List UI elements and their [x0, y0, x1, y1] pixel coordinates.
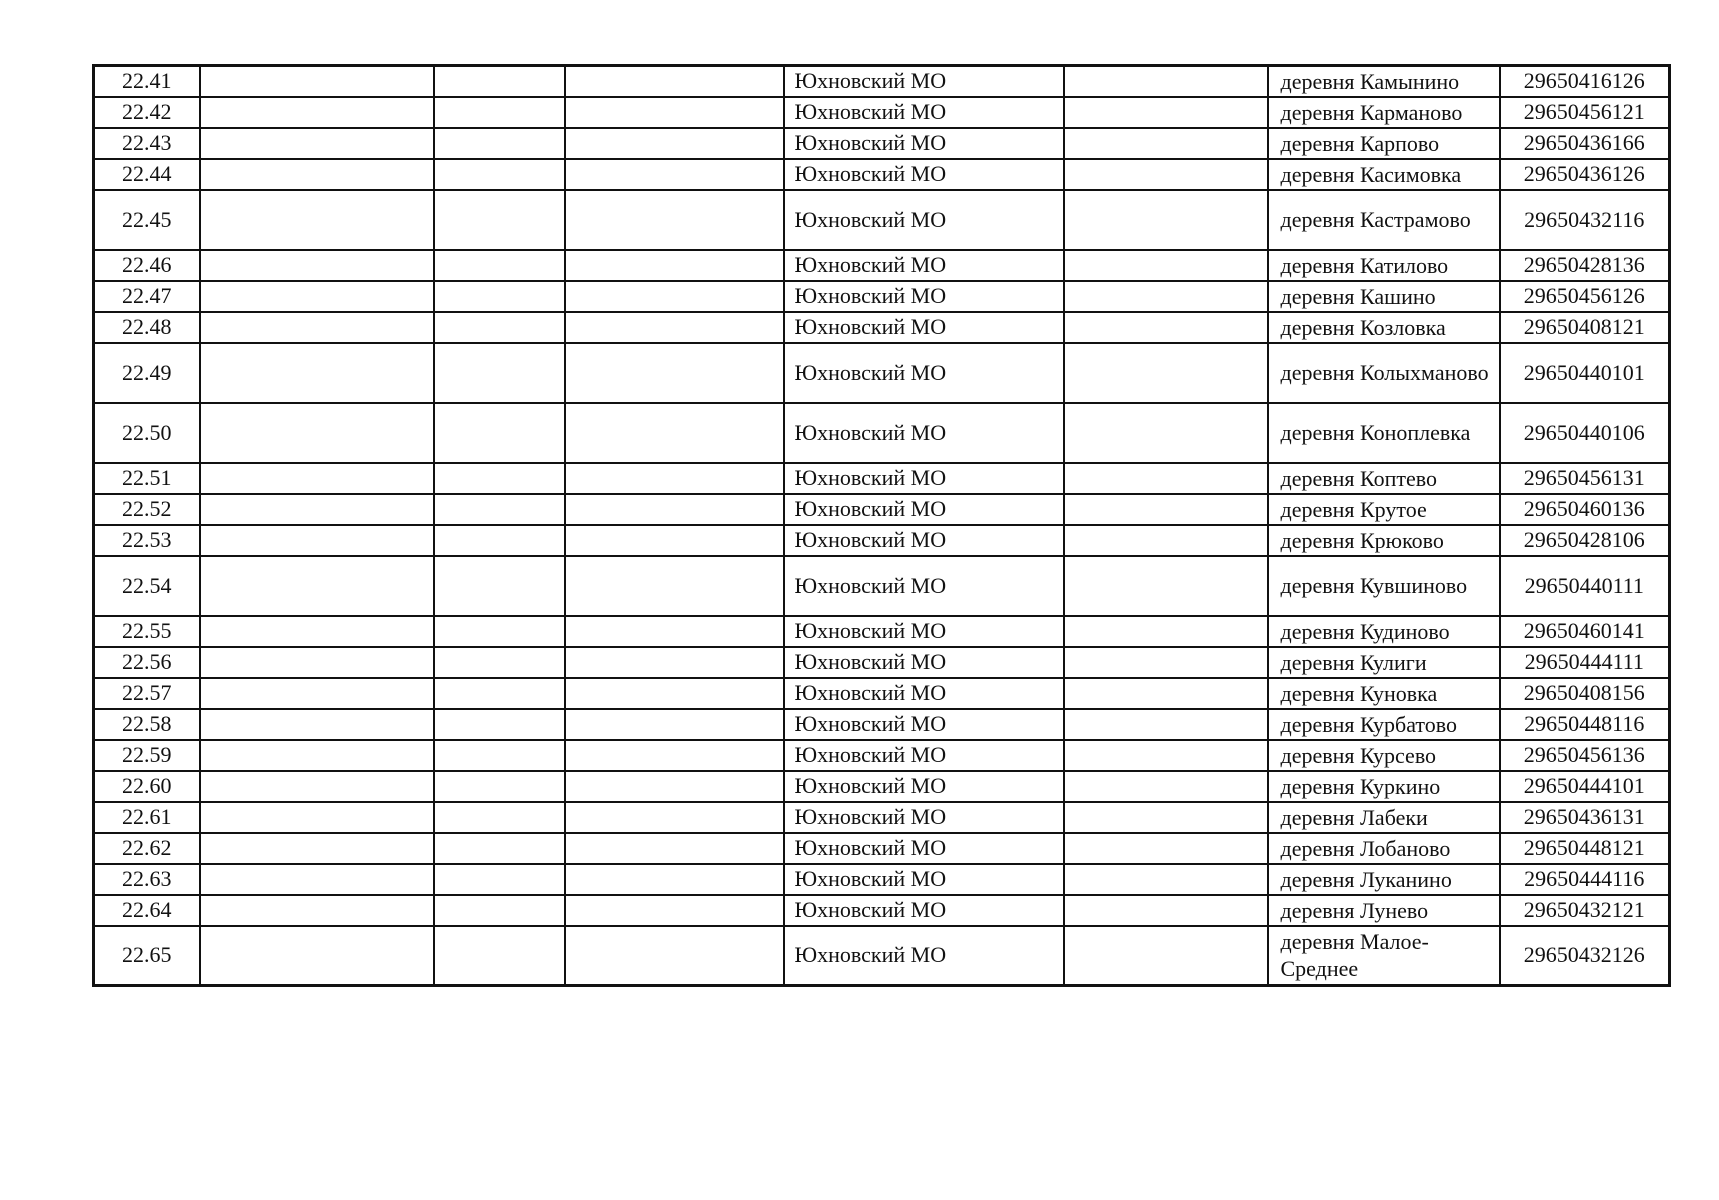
oktmo-code-cell: 29650456121: [1500, 97, 1670, 128]
empty-cell: [565, 771, 784, 802]
empty-cell: [1064, 556, 1268, 616]
municipality-cell: Юхновский МО: [784, 128, 1064, 159]
empty-cell: [565, 833, 784, 864]
oktmo-code-cell: 29650432121: [1500, 895, 1670, 926]
empty-cell: [200, 250, 434, 281]
empty-cell: [434, 740, 565, 771]
empty-cell: [434, 525, 565, 556]
settlement-name-cell: деревня Крутое: [1268, 494, 1500, 525]
empty-cell: [1064, 66, 1268, 97]
empty-cell: [1064, 281, 1268, 312]
empty-cell: [1064, 926, 1268, 986]
empty-cell: [200, 525, 434, 556]
oktmo-code-cell: 29650456126: [1500, 281, 1670, 312]
oktmo-code-cell: 29650408156: [1500, 678, 1670, 709]
empty-cell: [434, 128, 565, 159]
row-number-cell: 22.50: [94, 403, 200, 463]
settlement-name-cell: деревня Колыхманово: [1268, 343, 1500, 403]
settlement-name-cell: деревня Малое-Среднее: [1268, 926, 1500, 986]
empty-cell: [1064, 895, 1268, 926]
empty-cell: [565, 926, 784, 986]
empty-cell: [200, 128, 434, 159]
municipality-cell: Юхновский МО: [784, 494, 1064, 525]
row-number-cell: 22.65: [94, 926, 200, 986]
row-number-cell: 22.47: [94, 281, 200, 312]
empty-cell: [200, 494, 434, 525]
empty-cell: [434, 66, 565, 97]
row-number-cell: 22.46: [94, 250, 200, 281]
settlement-name-cell: деревня Коптево: [1268, 463, 1500, 494]
row-number-cell: 22.52: [94, 494, 200, 525]
empty-cell: [200, 616, 434, 647]
empty-cell: [1064, 190, 1268, 250]
municipality-cell: Юхновский МО: [784, 66, 1064, 97]
table-row: [94, 864, 1670, 895]
empty-cell: [565, 678, 784, 709]
settlement-name-cell: деревня Куновка: [1268, 678, 1500, 709]
empty-cell: [565, 312, 784, 343]
empty-cell: [565, 494, 784, 525]
table-row: [94, 556, 1670, 616]
empty-cell: [565, 525, 784, 556]
empty-cell: [434, 895, 565, 926]
municipality-cell: Юхновский МО: [784, 678, 1064, 709]
settlement-name-cell: деревня Кувшиново: [1268, 556, 1500, 616]
empty-cell: [1064, 312, 1268, 343]
oktmo-code-cell: 29650460141: [1500, 616, 1670, 647]
empty-cell: [565, 802, 784, 833]
settlements-table: [92, 64, 1671, 987]
row-number-cell: 22.51: [94, 463, 200, 494]
empty-cell: [434, 463, 565, 494]
table-row: [94, 926, 1670, 986]
settlement-name-cell: деревня Лунево: [1268, 895, 1500, 926]
table-row: [94, 895, 1670, 926]
row-number-cell: 22.63: [94, 864, 200, 895]
municipality-cell: Юхновский МО: [784, 833, 1064, 864]
empty-cell: [434, 647, 565, 678]
settlement-name-cell: деревня Курбатово: [1268, 709, 1500, 740]
municipality-cell: Юхновский МО: [784, 403, 1064, 463]
row-number-cell: 22.48: [94, 312, 200, 343]
row-number-cell: 22.54: [94, 556, 200, 616]
row-number-cell: 22.59: [94, 740, 200, 771]
settlement-name-cell: деревня Куркино: [1268, 771, 1500, 802]
oktmo-code-cell: 29650444116: [1500, 864, 1670, 895]
empty-cell: [200, 66, 434, 97]
oktmo-code-cell: 29650436166: [1500, 128, 1670, 159]
empty-cell: [1064, 833, 1268, 864]
empty-cell: [434, 494, 565, 525]
empty-cell: [434, 709, 565, 740]
settlement-name-cell: деревня Кашино: [1268, 281, 1500, 312]
empty-cell: [565, 556, 784, 616]
empty-cell: [200, 97, 434, 128]
empty-cell: [565, 190, 784, 250]
empty-cell: [434, 616, 565, 647]
table-row: [94, 66, 1670, 97]
oktmo-code-cell: 29650428136: [1500, 250, 1670, 281]
row-number-cell: 22.55: [94, 616, 200, 647]
settlement-name-cell: деревня Кастрамово: [1268, 190, 1500, 250]
empty-cell: [565, 864, 784, 895]
empty-cell: [1064, 494, 1268, 525]
settlement-name-cell: деревня Карпово: [1268, 128, 1500, 159]
empty-cell: [200, 312, 434, 343]
oktmo-code-cell: 29650416126: [1500, 66, 1670, 97]
empty-cell: [1064, 159, 1268, 190]
table-row: [94, 128, 1670, 159]
oktmo-code-cell: 29650444111: [1500, 647, 1670, 678]
municipality-cell: Юхновский МО: [784, 926, 1064, 986]
empty-cell: [434, 97, 565, 128]
oktmo-code-cell: 29650440111: [1500, 556, 1670, 616]
empty-cell: [565, 895, 784, 926]
settlement-name-cell: деревня Карманово: [1268, 97, 1500, 128]
empty-cell: [200, 926, 434, 986]
empty-cell: [1064, 802, 1268, 833]
empty-cell: [434, 771, 565, 802]
municipality-cell: Юхновский МО: [784, 97, 1064, 128]
empty-cell: [565, 250, 784, 281]
settlement-name-cell: деревня Лабеки: [1268, 802, 1500, 833]
empty-cell: [434, 926, 565, 986]
municipality-cell: Юхновский МО: [784, 895, 1064, 926]
settlement-name-cell: деревня Кудиново: [1268, 616, 1500, 647]
table-row: [94, 494, 1670, 525]
empty-cell: [434, 190, 565, 250]
table-row: [94, 709, 1670, 740]
empty-cell: [434, 802, 565, 833]
municipality-cell: Юхновский МО: [784, 556, 1064, 616]
oktmo-code-cell: 29650436126: [1500, 159, 1670, 190]
settlement-name-cell: деревня Козловка: [1268, 312, 1500, 343]
empty-cell: [200, 895, 434, 926]
municipality-cell: Юхновский МО: [784, 709, 1064, 740]
empty-cell: [1064, 709, 1268, 740]
empty-cell: [1064, 525, 1268, 556]
empty-cell: [1064, 864, 1268, 895]
settlement-name-cell: деревня Касимовка: [1268, 159, 1500, 190]
municipality-cell: Юхновский МО: [784, 250, 1064, 281]
empty-cell: [565, 647, 784, 678]
oktmo-code-cell: 29650444101: [1500, 771, 1670, 802]
empty-cell: [1064, 403, 1268, 463]
row-number-cell: 22.53: [94, 525, 200, 556]
empty-cell: [200, 802, 434, 833]
empty-cell: [200, 281, 434, 312]
table-row: [94, 281, 1670, 312]
municipality-cell: Юхновский МО: [784, 740, 1064, 771]
empty-cell: [565, 159, 784, 190]
empty-cell: [1064, 97, 1268, 128]
table-row: [94, 802, 1670, 833]
empty-cell: [200, 159, 434, 190]
municipality-cell: Юхновский МО: [784, 864, 1064, 895]
oktmo-code-cell: 29650432116: [1500, 190, 1670, 250]
empty-cell: [434, 403, 565, 463]
oktmo-code-cell: 29650436131: [1500, 802, 1670, 833]
row-number-cell: 22.49: [94, 343, 200, 403]
empty-cell: [200, 833, 434, 864]
table-row: [94, 403, 1670, 463]
municipality-cell: Юхновский МО: [784, 525, 1064, 556]
settlement-name-cell: деревня Лобаново: [1268, 833, 1500, 864]
oktmo-code-cell: 29650428106: [1500, 525, 1670, 556]
oktmo-code-cell: 29650440106: [1500, 403, 1670, 463]
municipality-cell: Юхновский МО: [784, 190, 1064, 250]
oktmo-code-cell: 29650456131: [1500, 463, 1670, 494]
empty-cell: [200, 740, 434, 771]
table-row: [94, 525, 1670, 556]
empty-cell: [434, 864, 565, 895]
oktmo-code-cell: 29650448116: [1500, 709, 1670, 740]
empty-cell: [565, 403, 784, 463]
row-number-cell: 22.45: [94, 190, 200, 250]
settlement-name-cell: деревня Курсево: [1268, 740, 1500, 771]
table-row: [94, 647, 1670, 678]
empty-cell: [200, 343, 434, 403]
municipality-cell: Юхновский МО: [784, 159, 1064, 190]
oktmo-code-cell: 29650440101: [1500, 343, 1670, 403]
settlement-name-cell: деревня Коноплевка: [1268, 403, 1500, 463]
empty-cell: [434, 343, 565, 403]
row-number-cell: 22.57: [94, 678, 200, 709]
settlement-name-cell: деревня Крюково: [1268, 525, 1500, 556]
row-number-cell: 22.64: [94, 895, 200, 926]
oktmo-code-cell: 29650408121: [1500, 312, 1670, 343]
oktmo-code-cell: 29650456136: [1500, 740, 1670, 771]
empty-cell: [200, 190, 434, 250]
table-row: [94, 190, 1670, 250]
empty-cell: [1064, 128, 1268, 159]
row-number-cell: 22.42: [94, 97, 200, 128]
oktmo-code-cell: 29650448121: [1500, 833, 1670, 864]
oktmo-code-cell: 29650432126: [1500, 926, 1670, 986]
empty-cell: [200, 709, 434, 740]
empty-cell: [1064, 463, 1268, 494]
empty-cell: [1064, 343, 1268, 403]
empty-cell: [200, 864, 434, 895]
municipality-cell: Юхновский МО: [784, 312, 1064, 343]
empty-cell: [1064, 771, 1268, 802]
municipality-cell: Юхновский МО: [784, 802, 1064, 833]
table-row: [94, 159, 1670, 190]
empty-cell: [1064, 647, 1268, 678]
empty-cell: [565, 740, 784, 771]
empty-cell: [1064, 616, 1268, 647]
table-row: [94, 833, 1670, 864]
table-row: [94, 463, 1670, 494]
empty-cell: [565, 66, 784, 97]
table-row: [94, 616, 1670, 647]
settlement-name-cell: деревня Катилово: [1268, 250, 1500, 281]
table-row: [94, 740, 1670, 771]
empty-cell: [565, 463, 784, 494]
settlement-name-cell: деревня Луканино: [1268, 864, 1500, 895]
row-number-cell: 22.60: [94, 771, 200, 802]
municipality-cell: Юхновский МО: [784, 463, 1064, 494]
empty-cell: [1064, 678, 1268, 709]
empty-cell: [434, 833, 565, 864]
empty-cell: [1064, 740, 1268, 771]
empty-cell: [434, 678, 565, 709]
empty-cell: [200, 463, 434, 494]
settlement-name-cell: деревня Кулиги: [1268, 647, 1500, 678]
empty-cell: [200, 771, 434, 802]
row-number-cell: 22.58: [94, 709, 200, 740]
table-row: [94, 312, 1670, 343]
row-number-cell: 22.56: [94, 647, 200, 678]
row-number-cell: 22.43: [94, 128, 200, 159]
table-body: [94, 66, 1670, 986]
table-row: [94, 771, 1670, 802]
table-row: [94, 343, 1670, 403]
municipality-cell: Юхновский МО: [784, 647, 1064, 678]
empty-cell: [200, 403, 434, 463]
municipality-cell: Юхновский МО: [784, 616, 1064, 647]
municipality-cell: Юхновский МО: [784, 281, 1064, 312]
row-number-cell: 22.61: [94, 802, 200, 833]
empty-cell: [565, 616, 784, 647]
empty-cell: [565, 343, 784, 403]
empty-cell: [434, 159, 565, 190]
empty-cell: [200, 678, 434, 709]
empty-cell: [565, 709, 784, 740]
empty-cell: [434, 281, 565, 312]
empty-cell: [200, 647, 434, 678]
row-number-cell: 22.44: [94, 159, 200, 190]
empty-cell: [434, 312, 565, 343]
empty-cell: [1064, 250, 1268, 281]
settlement-name-cell: деревня Камынино: [1268, 66, 1500, 97]
empty-cell: [565, 128, 784, 159]
row-number-cell: 22.41: [94, 66, 200, 97]
table-row: [94, 250, 1670, 281]
empty-cell: [434, 556, 565, 616]
empty-cell: [565, 97, 784, 128]
empty-cell: [434, 250, 565, 281]
row-number-cell: 22.62: [94, 833, 200, 864]
table-row: [94, 678, 1670, 709]
empty-cell: [200, 556, 434, 616]
oktmo-code-cell: 29650460136: [1500, 494, 1670, 525]
municipality-cell: Юхновский МО: [784, 771, 1064, 802]
table-row: [94, 97, 1670, 128]
empty-cell: [565, 281, 784, 312]
municipality-cell: Юхновский МО: [784, 343, 1064, 403]
